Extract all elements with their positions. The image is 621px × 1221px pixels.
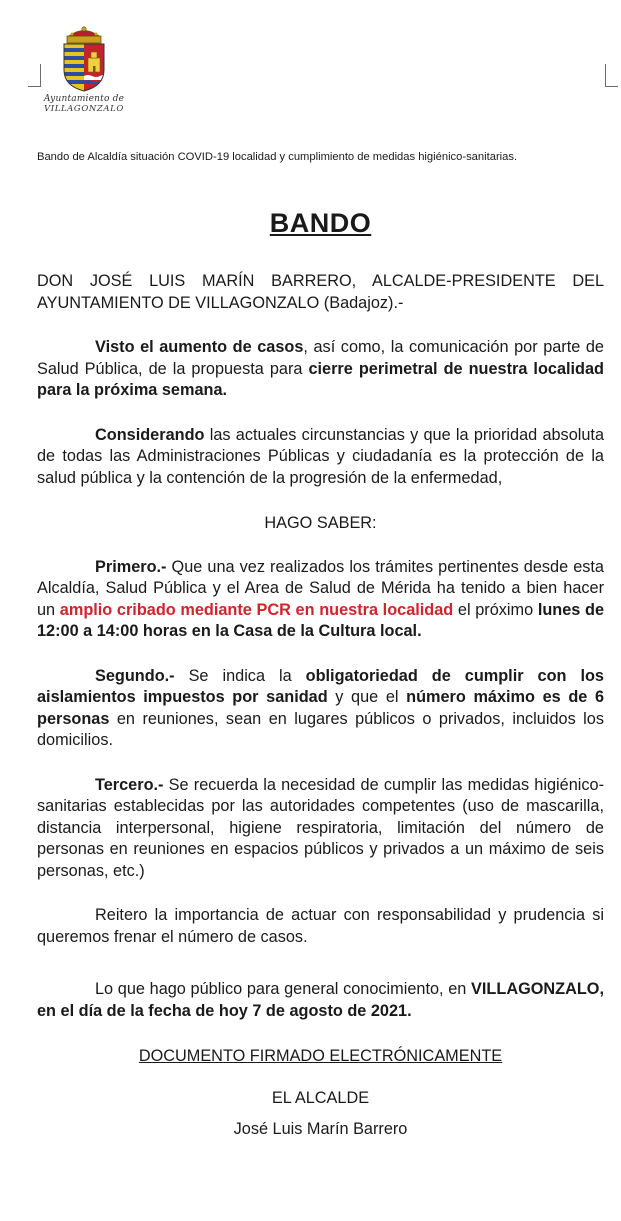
primero-text-1: Que una vez realizados los trámites pertinentes desde esta Alcaldía, Salud Pública y el Area de Salud de Mérida ha tenido a bien hacer un	[37, 557, 604, 619]
segundo-bold-2: obligatoriedad de cumplir con los aislamientos impuestos por sanidad	[37, 666, 604, 706]
tercero-label: Tercero.-	[95, 775, 164, 794]
closing-bold: VILLAGONZALO, en el día de la fecha de hoy 7 de agosto de 2021.	[37, 980, 604, 1020]
primero-red-highlight: amplio cribado mediante PCR en nuestra localidad	[59, 600, 454, 619]
paragraph-primero	[37, 557, 604, 643]
subject-line: Bando de Alcaldía situación COVID-19 localidad y cumplimiento de medidas higiénico-sanitarias.	[37, 151, 518, 163]
document-title: BANDO	[269, 208, 372, 238]
paragraph-segundo	[37, 666, 604, 752]
considerando-bold: Considerando	[95, 425, 205, 444]
segundo-label: Segundo.-	[95, 666, 175, 685]
document-body	[37, 150, 604, 1141]
mayor-name: José Luis Marín Barrero	[233, 1120, 408, 1138]
logo-text-line2: VILLAGONZALO	[44, 104, 124, 114]
primero-bold-2: lunes de 12:00 a 14:00 horas en la Casa de la Cultura local.	[37, 600, 604, 640]
segundo-text-2: y que el	[327, 688, 407, 706]
hago-saber-heading: HAGO SABER:	[264, 514, 377, 532]
signed-notice: DOCUMENTO FIRMADO ELECTRÓNICAMENTE	[138, 1047, 503, 1065]
segundo-text-3: en reuniones, sean en lugares públicos o privados, incluidos los domicilios.	[37, 709, 604, 749]
segundo-bold-3: número máximo es de 6 personas	[37, 688, 604, 728]
visto-bold: Visto el aumento de casos	[95, 338, 304, 356]
paragraph-visto	[37, 337, 604, 402]
logo-text-line1: Ayuntamiento de	[43, 94, 125, 104]
paragraph-tercero	[37, 775, 604, 883]
tercero-text: Se recuerda la necesidad de cumplir las medidas higiénico-sanitarias establecidas por las autoridades competentes (uso de mascarilla, distancia interpersonal, higiene respiratoria, limitación del número de personas en reuniones en espacios públicos y privados a un máximo de seis personas, etc.)	[37, 775, 604, 880]
closing-text: Lo que hago público para general conocimiento, en	[95, 980, 472, 998]
coat-of-arms-icon	[60, 26, 108, 92]
intro-paragraph: DON JOSÉ LUIS MARÍN BARRERO, ALCALDE-PRESIDENTE DEL AYUNTAMIENTO DE VILLAGONZALO (Badajoz).-	[37, 272, 604, 312]
paragraph-reitero: Reitero la importancia de actuar con responsabilidad y prudencia si queremos frenar el número de casos.	[37, 906, 604, 946]
mayor-title: EL ALCALDE	[271, 1088, 370, 1107]
crop-mark-right	[605, 64, 618, 87]
visto-bold-2: cierre perimetral de nuestra localidad para la próxima semana.	[37, 359, 604, 399]
segundo-text-1: Se indica la	[174, 666, 306, 685]
primero-text-2: el próximo	[453, 600, 538, 619]
town-logo	[36, 26, 132, 114]
paragraph-closing	[37, 979, 604, 1022]
primero-label: Primero.-	[95, 557, 167, 576]
paragraph-considerando	[37, 425, 604, 490]
visto-text: , así como, la comunicación por parte de Salud Pública, de la propuesta para	[37, 338, 604, 378]
considerando-text: las actuales circunstancias y que la prioridad absoluta de todas las Administraciones Públicas y ciudadanía es la protección de la salud pública y la contención de la progresión de la enfermedad,	[37, 425, 604, 487]
